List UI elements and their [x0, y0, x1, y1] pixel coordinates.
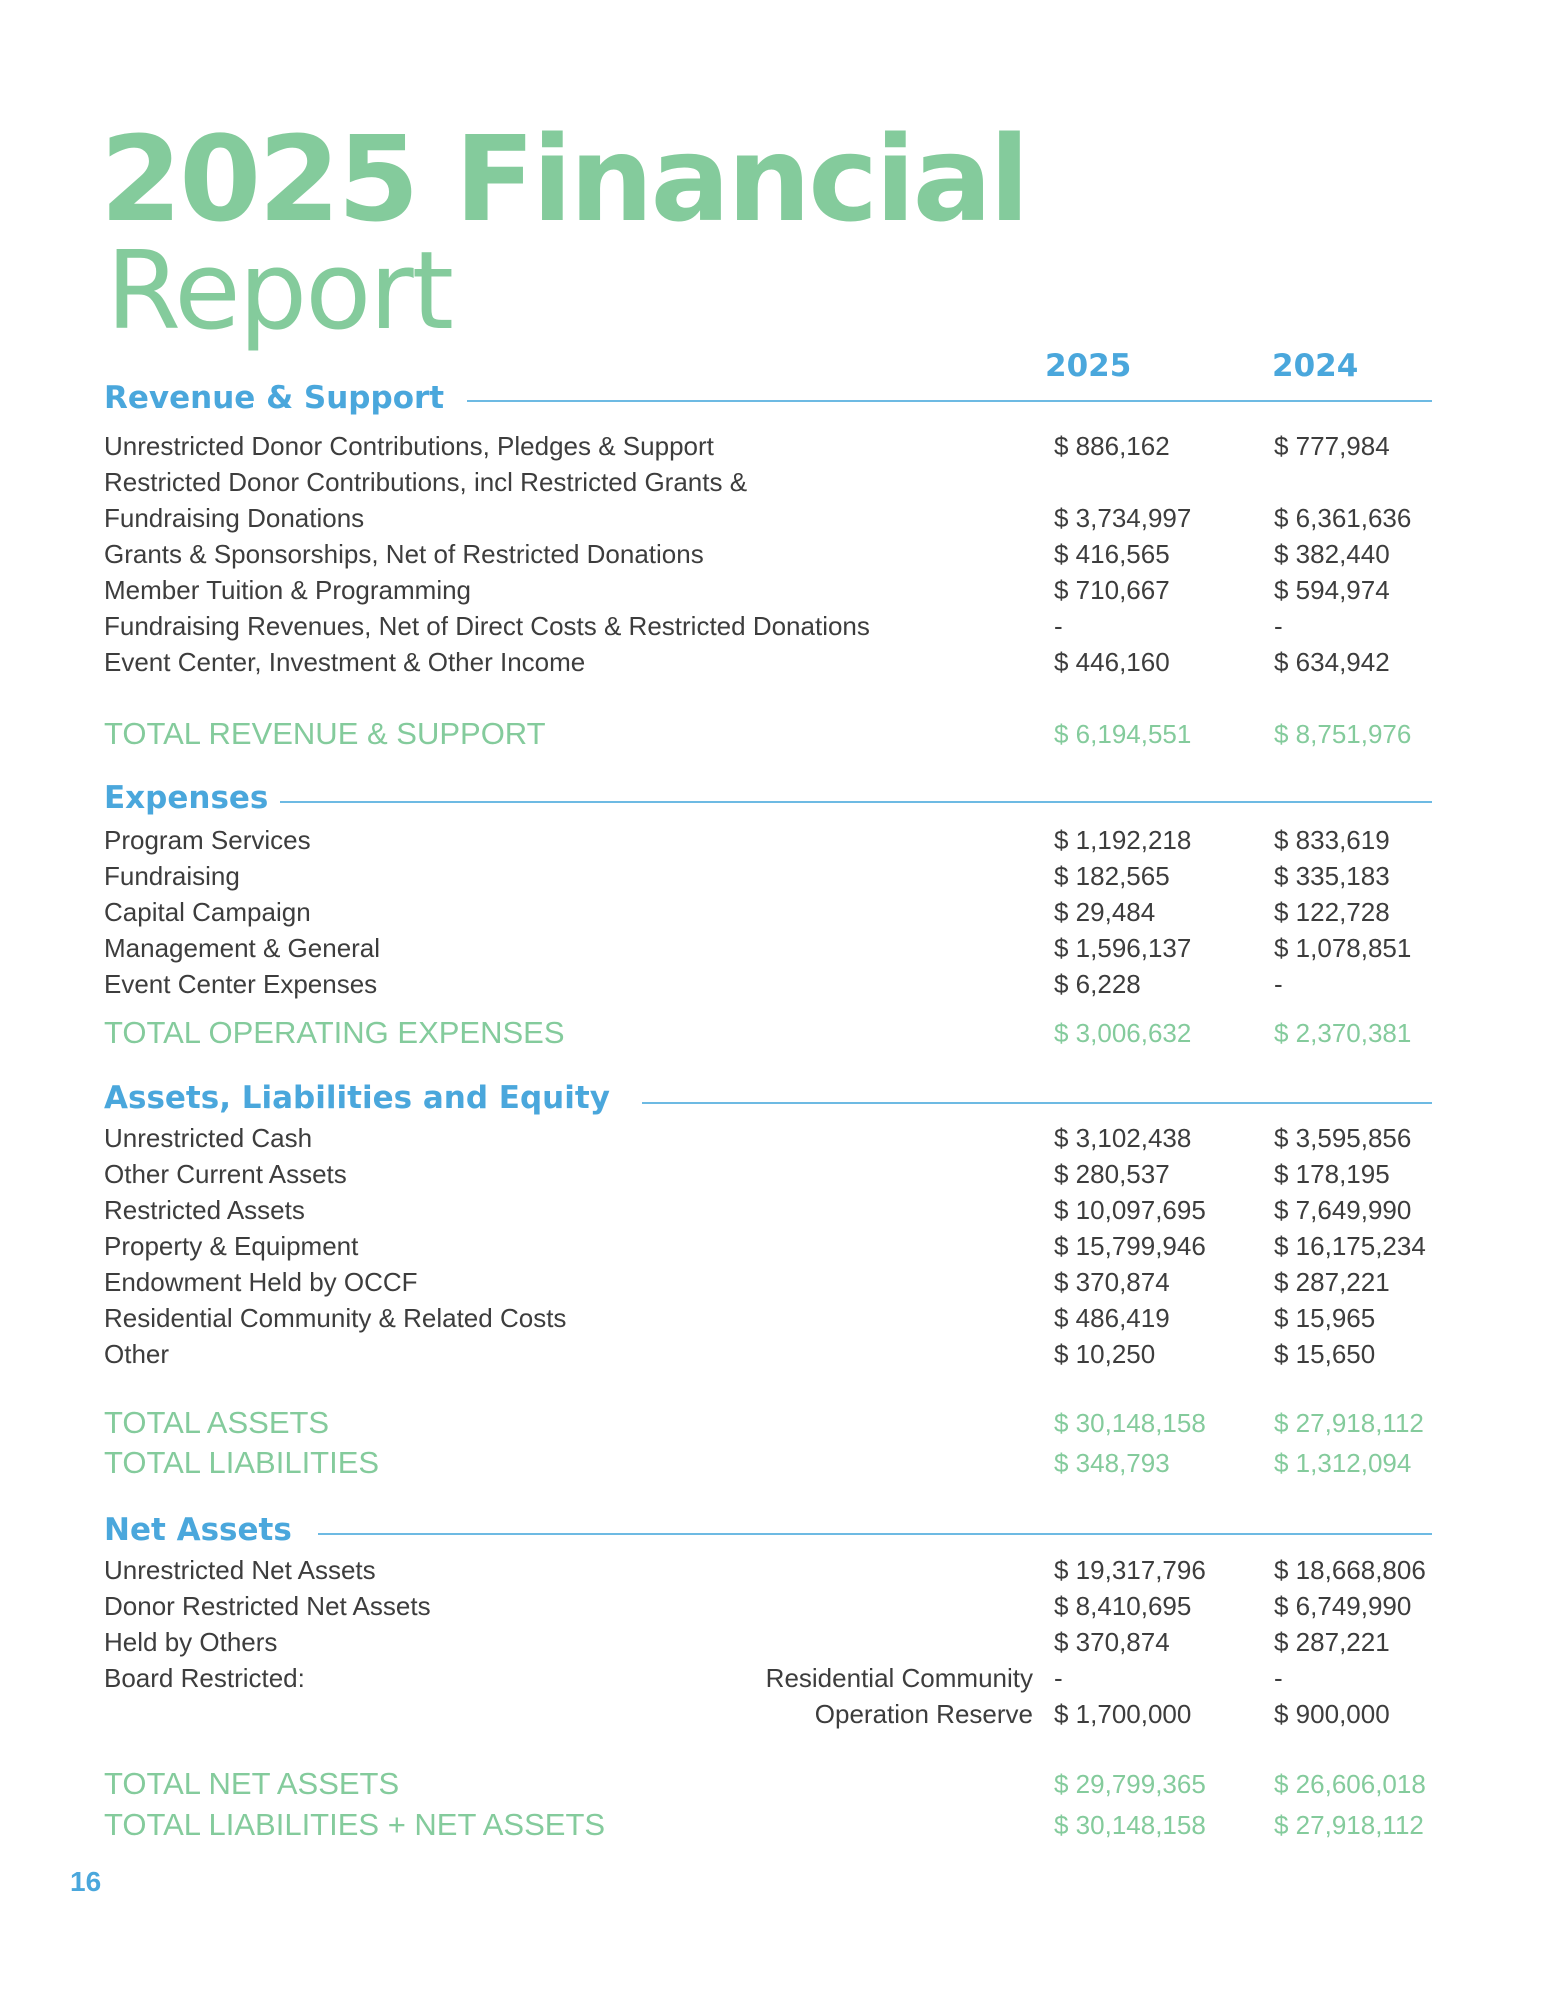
value-2025: $ 15,799,946	[1054, 1231, 1206, 1261]
table-row	[104, 500, 1505, 536]
value-2024: $ 6,361,636	[1274, 503, 1412, 533]
section-heading-net-assets: Net Assets	[104, 1512, 292, 1548]
table-row	[104, 894, 1505, 930]
total-value-2024: $ 27,918,112	[1274, 1810, 1424, 1840]
value-2024: $ 594,974	[1274, 575, 1390, 605]
value-2024: -	[1274, 969, 1283, 999]
section-heading-revenue: Revenue & Support	[104, 380, 445, 416]
row-label: Management & General	[104, 933, 381, 963]
value-2025: $ 1,192,218	[1054, 825, 1192, 855]
table-row	[104, 644, 1505, 680]
value-2024: -	[1274, 611, 1283, 641]
total-value-2025: $ 30,148,158	[1054, 1810, 1206, 1840]
total-value-2024: $ 1,312,094	[1274, 1448, 1412, 1478]
table-row	[104, 428, 1505, 464]
value-2024: $ 382,440	[1274, 539, 1390, 569]
table-row	[104, 1588, 1505, 1624]
value-2025: $ 10,097,695	[1054, 1195, 1206, 1225]
total-value-2024: $ 8,751,976	[1274, 719, 1412, 749]
value-2025: $ 182,565	[1054, 861, 1170, 891]
value-2025: $ 370,874	[1054, 1267, 1170, 1297]
value-2025: $ 710,667	[1054, 575, 1170, 605]
value-2025: -	[1054, 1663, 1063, 1693]
section-rule-net-assets	[318, 1533, 1432, 1535]
row-label: Board Restricted:	[104, 1663, 305, 1693]
value-2024: $ 1,078,851	[1274, 933, 1412, 963]
row-label: Event Center Expenses	[104, 969, 378, 999]
row-label: Fundraising Donations	[104, 503, 365, 533]
table-row	[104, 1156, 1505, 1192]
value-2025: $ 280,537	[1054, 1159, 1170, 1189]
table-row	[104, 1264, 1505, 1300]
row-label: Endowment Held by OCCF	[104, 1267, 418, 1297]
value-2024: $ 335,183	[1274, 861, 1390, 891]
total-assets-row	[104, 1405, 1505, 1441]
table-row	[104, 536, 1505, 572]
table-row	[104, 464, 1505, 500]
total-value-2025: $ 348,793	[1054, 1448, 1170, 1478]
value-2024: $ 15,965	[1274, 1303, 1376, 1333]
row-label: Fundraising	[104, 861, 240, 891]
value-2025: $ 886,162	[1054, 431, 1170, 461]
year-header-current: 2025	[1045, 348, 1132, 384]
section-rule-expenses	[280, 801, 1432, 803]
total-label: TOTAL LIABILITIES	[104, 1445, 380, 1480]
board-restricted-row	[104, 1696, 1505, 1732]
total-liabilities-net-assets-row	[104, 1807, 1505, 1843]
total-label: TOTAL LIABILITIES + NET ASSETS	[104, 1807, 606, 1842]
row-label: Property & Equipment	[104, 1231, 359, 1261]
table-row	[104, 1228, 1505, 1264]
board-restricted-sub-label: Operation Reserve	[814, 1699, 1033, 1729]
report-title-line2: Report	[106, 229, 453, 354]
value-2025: $ 370,874	[1054, 1627, 1170, 1657]
table-row	[104, 930, 1505, 966]
table-row	[104, 858, 1505, 894]
row-label: Unrestricted Net Assets	[104, 1555, 376, 1585]
total-label: TOTAL REVENUE & SUPPORT	[104, 716, 546, 751]
value-2025: $ 3,734,997	[1054, 503, 1192, 533]
table-row	[104, 1192, 1505, 1228]
row-label: Other	[104, 1339, 170, 1369]
value-2024: $ 634,942	[1274, 647, 1390, 677]
board-restricted-row	[104, 1660, 1505, 1696]
table-row	[104, 822, 1505, 858]
value-2025: -	[1054, 611, 1063, 641]
table-row	[104, 572, 1505, 608]
value-2024: $ 900,000	[1274, 1699, 1390, 1729]
table-row	[104, 1300, 1505, 1336]
value-2024: $ 6,749,990	[1274, 1591, 1412, 1621]
total-value-2025: $ 6,194,551	[1054, 719, 1192, 749]
row-label: Restricted Assets	[104, 1195, 305, 1225]
row-label: Grants & Sponsorships, Net of Restricted Donations	[104, 539, 704, 569]
row-label: Event Center, Investment & Other Income	[104, 647, 586, 677]
value-2025: $ 486,419	[1054, 1303, 1170, 1333]
total-liabilities-row	[104, 1445, 1505, 1481]
value-2025: $ 416,565	[1054, 539, 1170, 569]
row-label: Fundraising Revenues, Net of Direct Costs & Restricted Donations	[104, 611, 870, 641]
row-label: Program Services	[104, 825, 311, 855]
value-2025: $ 6,228	[1054, 969, 1141, 999]
total-label: TOTAL ASSETS	[104, 1405, 330, 1440]
total-label: TOTAL NET ASSETS	[104, 1766, 400, 1801]
board-restricted-sub-label: Residential Community	[765, 1663, 1033, 1693]
value-2024: $ 16,175,234	[1274, 1231, 1426, 1261]
value-2024: $ 7,649,990	[1274, 1195, 1412, 1225]
total-expenses-row	[104, 1015, 1505, 1051]
value-2025: $ 29,484	[1054, 897, 1156, 927]
value-2024: $ 777,984	[1274, 431, 1390, 461]
row-label: Unrestricted Cash	[104, 1123, 313, 1153]
total-value-2024: $ 2,370,381	[1274, 1018, 1412, 1048]
value-2024: -	[1274, 1663, 1283, 1693]
table-row	[104, 1624, 1505, 1660]
table-row	[104, 608, 1505, 644]
value-2024: $ 18,668,806	[1274, 1555, 1426, 1585]
section-heading-expenses: Expenses	[104, 780, 269, 816]
value-2024: $ 178,195	[1274, 1159, 1390, 1189]
table-row	[104, 1552, 1505, 1588]
value-2024: $ 287,221	[1274, 1267, 1390, 1297]
total-net-assets-row	[104, 1766, 1505, 1802]
value-2024: $ 833,619	[1274, 825, 1390, 855]
value-2024: $ 122,728	[1274, 897, 1390, 927]
row-label: Member Tuition & Programming	[104, 575, 472, 605]
total-value-2025: $ 3,006,632	[1054, 1018, 1192, 1048]
row-label: Held by Others	[104, 1627, 278, 1657]
value-2025: $ 8,410,695	[1054, 1591, 1192, 1621]
value-2025: $ 10,250	[1054, 1339, 1156, 1369]
value-2024: $ 3,595,856	[1274, 1123, 1412, 1153]
table-row	[104, 966, 1505, 1002]
value-2024: $ 287,221	[1274, 1627, 1390, 1657]
table-row	[104, 1336, 1505, 1372]
value-2025: $ 1,700,000	[1054, 1699, 1192, 1729]
total-value-2024: $ 27,918,112	[1274, 1408, 1424, 1438]
report-title-line1: 2025 Financial	[100, 110, 1027, 248]
value-2024: $ 15,650	[1274, 1339, 1376, 1369]
row-label: Capital Campaign	[104, 897, 311, 927]
row-label: Donor Restricted Net Assets	[104, 1591, 431, 1621]
total-value-2025: $ 30,148,158	[1054, 1408, 1206, 1438]
row-label: Unrestricted Donor Contributions, Pledges & Support	[104, 431, 714, 461]
total-value-2024: $ 26,606,018	[1274, 1769, 1426, 1799]
value-2025: $ 446,160	[1054, 647, 1170, 677]
total-value-2025: $ 29,799,365	[1054, 1769, 1206, 1799]
year-header-prior: 2024	[1272, 348, 1359, 384]
section-rule-assets	[642, 1102, 1432, 1104]
row-label: Other Current Assets	[104, 1159, 347, 1189]
value-2025: $ 3,102,438	[1054, 1123, 1192, 1153]
row-label: Residential Community & Related Costs	[104, 1303, 567, 1333]
table-row	[104, 1120, 1505, 1156]
total-revenue-row	[104, 716, 1505, 752]
value-2025: $ 1,596,137	[1054, 933, 1192, 963]
total-label: TOTAL OPERATING EXPENSES	[104, 1015, 565, 1050]
page-number: 16	[70, 1866, 102, 1897]
row-label: Restricted Donor Contributions, incl Restricted Grants &	[104, 467, 748, 497]
value-2025: $ 19,317,796	[1054, 1555, 1206, 1585]
section-rule-revenue	[467, 400, 1432, 402]
section-heading-assets: Assets, Liabilities and Equity	[104, 1080, 610, 1116]
